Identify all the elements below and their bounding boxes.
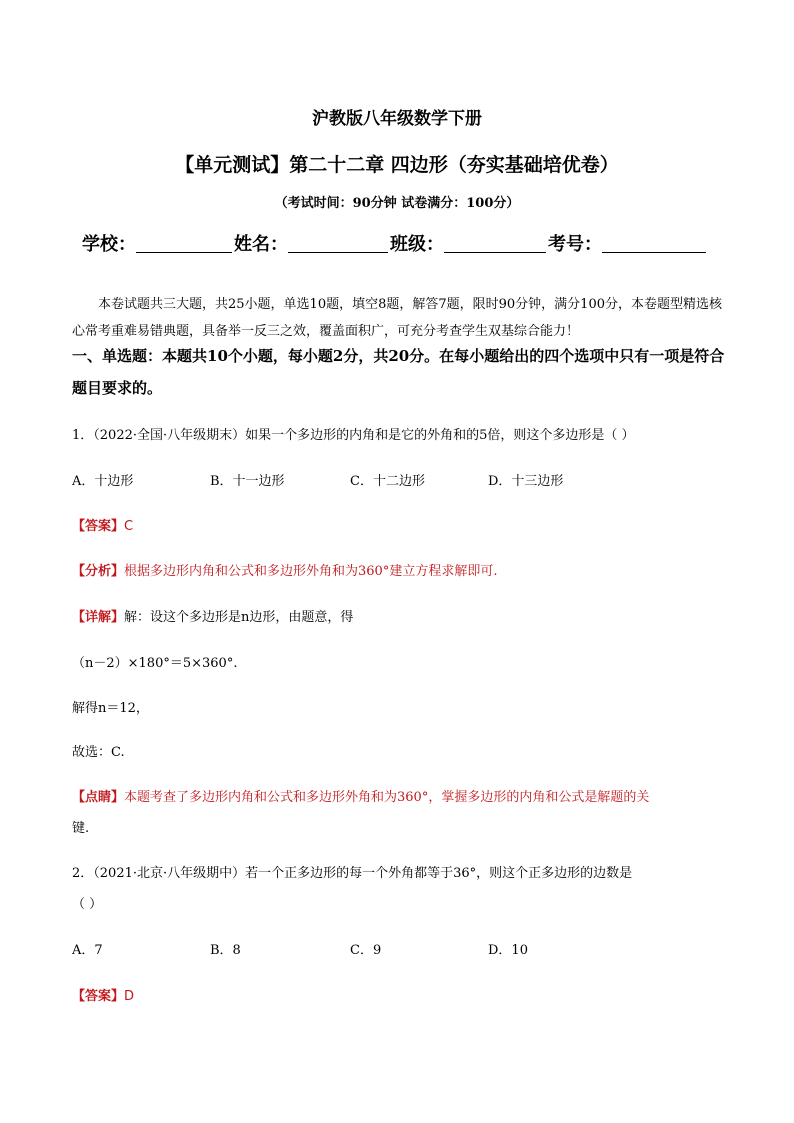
question-2-paren: （ ） bbox=[72, 897, 103, 912]
q2-answer bbox=[72, 985, 134, 1004]
doc-title: 沪教版八年级数学下册 bbox=[312, 109, 482, 129]
q1-option-b[interactable]: B．十一边形 bbox=[210, 474, 285, 489]
comment-tag: 【点睛】 bbox=[72, 790, 125, 805]
detail-tag: 【详解】 bbox=[72, 610, 125, 625]
q1-option-a[interactable]: A．十边形 bbox=[72, 474, 134, 489]
answer-tag: 【答案】 bbox=[72, 989, 125, 1004]
q1-comment-end: 键. bbox=[72, 821, 90, 836]
answer-value: C bbox=[124, 519, 134, 534]
doc-subtitle: 【单元测试】第二十二章 四边形（夯实基础培优卷） bbox=[175, 154, 619, 176]
school-label: 学校： bbox=[82, 234, 136, 255]
exam-no-label: 考号： bbox=[548, 234, 602, 255]
q2-option-a[interactable]: A．7 bbox=[72, 943, 103, 958]
analysis-text: 根据多边形内角和公式和多边形外角和为360°建立方程求解即可. bbox=[124, 564, 498, 579]
class-label: 班级： bbox=[390, 234, 444, 255]
name-label: 姓名： bbox=[234, 234, 288, 255]
q2-option-c[interactable]: C．9 bbox=[350, 943, 382, 958]
question-1-options bbox=[72, 470, 563, 489]
exam-info: （考试时间：90分钟 试卷满分：100分） bbox=[274, 196, 520, 211]
name-blank[interactable] bbox=[288, 234, 388, 253]
exam-no-blank[interactable] bbox=[602, 234, 706, 253]
q1-answer bbox=[72, 515, 133, 534]
detail-text: 解：设这个多边形是n边形，由题意，得 bbox=[124, 610, 354, 625]
comment-text-a: 本题考查了多边形内角和公式和多边形外角和为360°， bbox=[124, 790, 442, 805]
q1-choose: 故选：C. bbox=[72, 745, 125, 760]
comment-text-b: 掌握多边形的内角和公式是解题的关 bbox=[441, 790, 650, 805]
intro-paragraph: 本卷试题共三大题，共25小题，单选10题，填空8题，解答7题，限时90分钟，满分100分，本卷题型精选核心常考重难易错典题，具备举一反三之效，覆盖面积广，可充分考查学生双基综合能力！ bbox=[72, 297, 722, 339]
question-2-stem: 2．（2021·北京·八年级期中）若一个正多边形的每一个外角都等于36°，则这个正多边形的边数是 bbox=[72, 866, 633, 881]
question-2-options bbox=[72, 939, 528, 958]
q1-analysis bbox=[72, 560, 497, 579]
school-blank[interactable] bbox=[136, 234, 232, 253]
q1-detail bbox=[72, 606, 353, 625]
q2-option-d[interactable]: D．10 bbox=[488, 943, 528, 958]
q1-option-c[interactable]: C．十二边形 bbox=[350, 474, 425, 489]
q1-option-d[interactable]: D．十三边形 bbox=[488, 474, 564, 489]
q1-solve: 解得n＝12， bbox=[72, 701, 149, 716]
q1-comment bbox=[72, 786, 649, 805]
class-blank[interactable] bbox=[444, 234, 546, 253]
answer-value: D bbox=[124, 989, 135, 1004]
answer-tag: 【答案】 bbox=[72, 519, 125, 534]
q2-option-b[interactable]: B．8 bbox=[210, 943, 241, 958]
analysis-tag: 【分析】 bbox=[72, 564, 125, 579]
section-heading: 一、单选题：本题共10个小题，每小题2分，共20分。在每小题给出的四个选项中只有一项是符合题目要求的。 bbox=[72, 347, 725, 397]
q1-equation: （n－2）×180°＝5×360°. bbox=[72, 656, 238, 671]
student-info-fields bbox=[82, 230, 708, 256]
question-1-stem: 1．（2022·全国·八年级期末）如果一个多边形的内角和是它的外角和的5倍，则这个多边形是（ ） bbox=[72, 428, 635, 443]
